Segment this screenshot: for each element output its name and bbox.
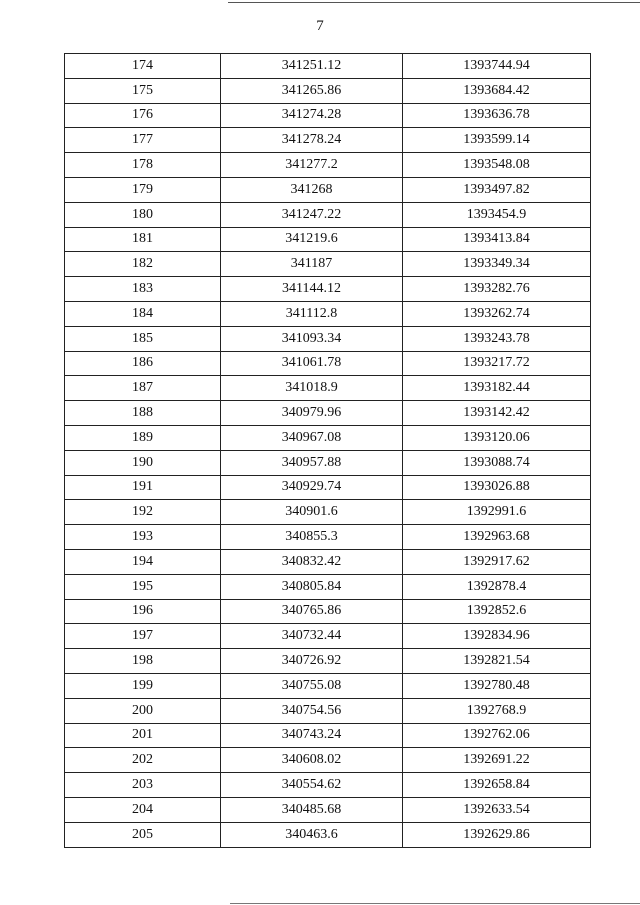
x-coordinate-cell: 340901.6 [221,500,403,525]
x-coordinate-cell: 340805.84 [221,574,403,599]
table-row [65,103,591,128]
table-row [65,649,591,674]
x-coordinate-cell: 340485.68 [221,797,403,822]
point-number-cell: 196 [65,599,221,624]
point-number-cell: 202 [65,748,221,773]
table-row [65,177,591,202]
x-coordinate-cell: 340463.6 [221,822,403,847]
y-coordinate-cell: 1393120.06 [403,425,591,450]
point-number-cell: 199 [65,673,221,698]
x-coordinate-cell: 341277.2 [221,153,403,178]
y-coordinate-cell: 1393243.78 [403,326,591,351]
table-row [65,698,591,723]
point-number-cell: 201 [65,723,221,748]
table-row [65,252,591,277]
point-number-cell: 177 [65,128,221,153]
table-row [65,54,591,79]
point-number-cell: 189 [65,425,221,450]
point-number-cell: 179 [65,177,221,202]
x-coordinate-cell: 340755.08 [221,673,403,698]
y-coordinate-cell: 1392762.06 [403,723,591,748]
point-number-cell: 186 [65,351,221,376]
point-number-cell: 181 [65,227,221,252]
x-coordinate-cell: 341144.12 [221,277,403,302]
x-coordinate-cell: 340732.44 [221,624,403,649]
table-row [65,549,591,574]
point-number-cell: 187 [65,376,221,401]
table-row [65,326,591,351]
x-coordinate-cell: 340554.62 [221,773,403,798]
table-row [65,797,591,822]
table-row [65,351,591,376]
point-number-cell: 205 [65,822,221,847]
x-coordinate-cell: 341061.78 [221,351,403,376]
y-coordinate-cell: 1393636.78 [403,103,591,128]
table-row [65,599,591,624]
x-coordinate-cell: 341274.28 [221,103,403,128]
x-coordinate-cell: 340726.92 [221,649,403,674]
table-row [65,500,591,525]
point-number-cell: 185 [65,326,221,351]
x-coordinate-cell: 341112.8 [221,301,403,326]
table-row [65,525,591,550]
x-coordinate-cell: 340743.24 [221,723,403,748]
y-coordinate-cell: 1392878.4 [403,574,591,599]
coordinates-table [64,53,591,848]
table-row [65,450,591,475]
y-coordinate-cell: 1393454.9 [403,202,591,227]
point-number-cell: 190 [65,450,221,475]
x-coordinate-cell: 341219.6 [221,227,403,252]
point-number-cell: 195 [65,574,221,599]
page-number: 7 [316,18,324,34]
table-row [65,128,591,153]
table-row [65,624,591,649]
point-number-cell: 175 [65,78,221,103]
scan-edge-top [228,2,640,3]
y-coordinate-cell: 1392917.62 [403,549,591,574]
x-coordinate-cell: 340754.56 [221,698,403,723]
y-coordinate-cell: 1392658.84 [403,773,591,798]
y-coordinate-cell: 1392629.86 [403,822,591,847]
point-number-cell: 183 [65,277,221,302]
x-coordinate-cell: 340765.86 [221,599,403,624]
y-coordinate-cell: 1392691.22 [403,748,591,773]
table-row [65,425,591,450]
x-coordinate-cell: 340832.42 [221,549,403,574]
y-coordinate-cell: 1393262.74 [403,301,591,326]
y-coordinate-cell: 1393349.34 [403,252,591,277]
point-number-cell: 184 [65,301,221,326]
point-number-cell: 200 [65,698,221,723]
x-coordinate-cell: 340855.3 [221,525,403,550]
y-coordinate-cell: 1392834.96 [403,624,591,649]
point-number-cell: 193 [65,525,221,550]
y-coordinate-cell: 1393413.84 [403,227,591,252]
y-coordinate-cell: 1393548.08 [403,153,591,178]
point-number-cell: 182 [65,252,221,277]
y-coordinate-cell: 1393599.14 [403,128,591,153]
x-coordinate-cell: 341247.22 [221,202,403,227]
table-row [65,153,591,178]
table-row [65,78,591,103]
table-row [65,277,591,302]
table-row [65,301,591,326]
y-coordinate-cell: 1393182.44 [403,376,591,401]
table-row [65,475,591,500]
x-coordinate-cell: 341265.86 [221,78,403,103]
point-number-cell: 197 [65,624,221,649]
point-number-cell: 203 [65,773,221,798]
point-number-cell: 178 [65,153,221,178]
point-number-cell: 180 [65,202,221,227]
table-row [65,773,591,798]
point-number-cell: 176 [65,103,221,128]
table-row [65,748,591,773]
y-coordinate-cell: 1393026.88 [403,475,591,500]
point-number-cell: 191 [65,475,221,500]
x-coordinate-cell: 341018.9 [221,376,403,401]
x-coordinate-cell: 340967.08 [221,425,403,450]
y-coordinate-cell: 1393497.82 [403,177,591,202]
x-coordinate-cell: 340979.96 [221,401,403,426]
x-coordinate-cell: 340929.74 [221,475,403,500]
table-row [65,401,591,426]
y-coordinate-cell: 1392852.6 [403,599,591,624]
table-row [65,202,591,227]
point-number-cell: 174 [65,54,221,79]
point-number-cell: 188 [65,401,221,426]
table-row [65,822,591,847]
point-number-cell: 192 [65,500,221,525]
table-row [65,574,591,599]
table-row [65,723,591,748]
y-coordinate-cell: 1392780.48 [403,673,591,698]
y-coordinate-cell: 1393282.76 [403,277,591,302]
point-number-cell: 204 [65,797,221,822]
y-coordinate-cell: 1392963.68 [403,525,591,550]
y-coordinate-cell: 1393217.72 [403,351,591,376]
y-coordinate-cell: 1393744.94 [403,54,591,79]
y-coordinate-cell: 1392633.54 [403,797,591,822]
y-coordinate-cell: 1392821.54 [403,649,591,674]
x-coordinate-cell: 340608.02 [221,748,403,773]
x-coordinate-cell: 341251.12 [221,54,403,79]
y-coordinate-cell: 1392991.6 [403,500,591,525]
table-row [65,227,591,252]
table-row [65,376,591,401]
x-coordinate-cell: 341093.34 [221,326,403,351]
y-coordinate-cell: 1393684.42 [403,78,591,103]
point-number-cell: 198 [65,649,221,674]
x-coordinate-cell: 341268 [221,177,403,202]
coordinates-table-body [65,54,591,848]
x-coordinate-cell: 341278.24 [221,128,403,153]
table-row [65,673,591,698]
scan-edge-bottom [230,903,640,904]
y-coordinate-cell: 1393088.74 [403,450,591,475]
y-coordinate-cell: 1393142.42 [403,401,591,426]
x-coordinate-cell: 341187 [221,252,403,277]
point-number-cell: 194 [65,549,221,574]
y-coordinate-cell: 1392768.9 [403,698,591,723]
x-coordinate-cell: 340957.88 [221,450,403,475]
